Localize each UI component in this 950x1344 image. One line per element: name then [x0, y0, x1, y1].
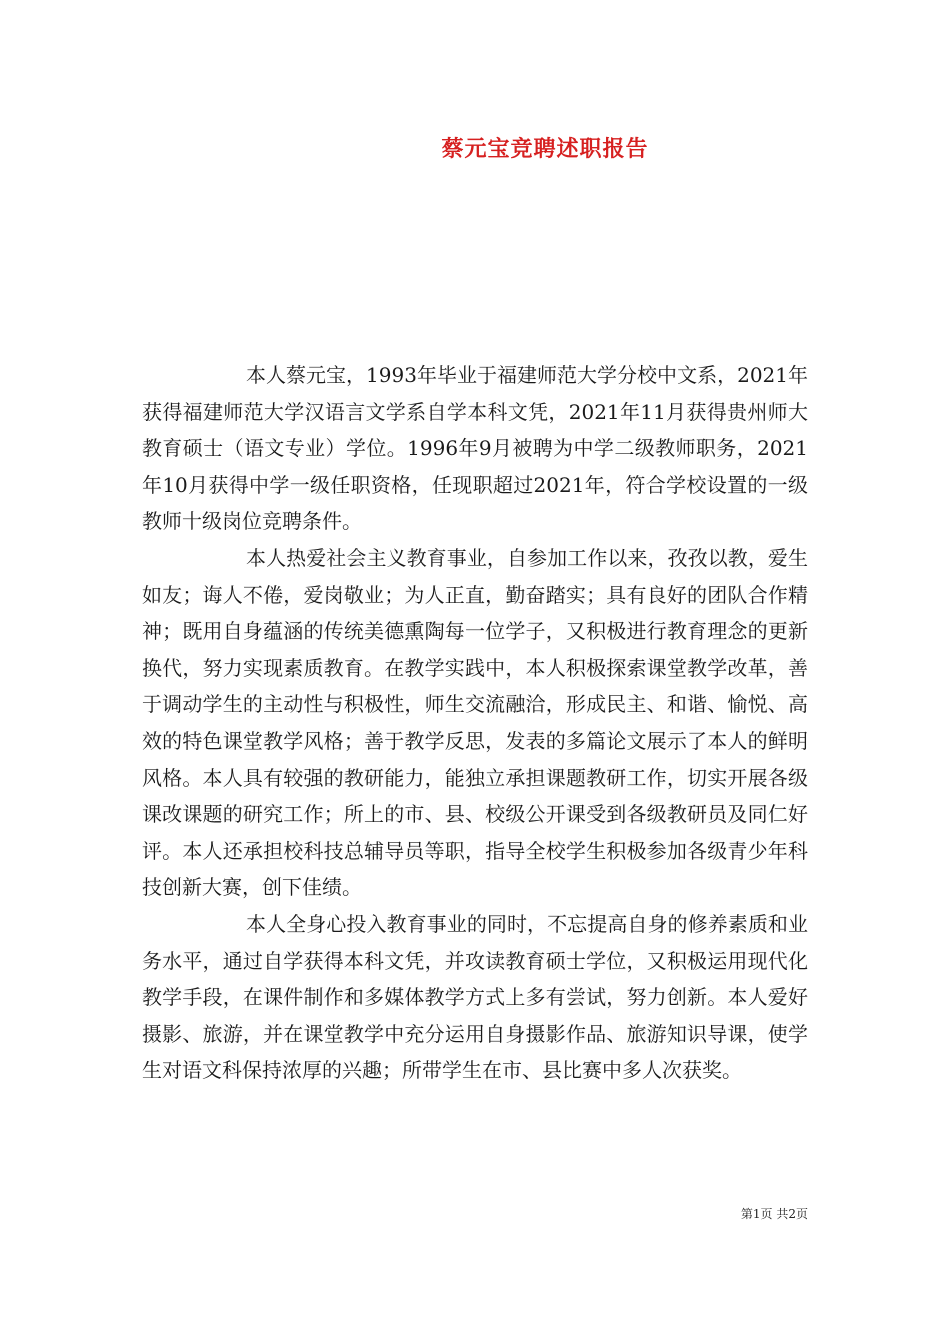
paragraph-1: 本人蔡元宝，1993年毕业于福建师范大学分校中文系，2021年获得福建师范大学汉语言文学系自学本科文凭，2021年11月获得贵州师大教育硕士（语文专业）学位。1996年9月被聘为中学二级教师职务，2021年10月获得中学一级任职资格，任现职超过2021年，符合学校设置的一级教师十级岗位竞聘条件。 — [142, 363, 808, 534]
page-number: 第1页 共2页 — [740, 1207, 808, 1221]
paragraph-2: 本人热爱社会主义教育事业，自参加工作以来，孜孜以教，爱生如友；诲人不倦，爱岗敬业；为人正直，勤奋踏实；具有良好的团队合作精神；既用自身蕴涵的传统美德熏陶每一位学子，又积极进行教育理念的更新换代，努力实现素质教育。在教学实践中，本人积极探索课堂教学改革，善于调动学生的主动性与积极性，师生交流融洽，形成民主、和谐、愉悦、高效的特色课堂教学风格；善于教学反思，发表的多篇论文展示了本人的鲜明风格。本人具有较强的教研能力，能独立承担课题教研工作，切实开展各级课改课题的研究工作；所上的市、县、校级公开课受到各级教研员及同仁好评。本人还承担校科技总辅导员等职，指导全校学生积极参加各级青少年科技创新大赛，创下佳绩。 — [142, 545, 808, 900]
document-title: 蔡元宝竞聘述职报告 — [441, 136, 649, 162]
document-body — [142, 357, 808, 1089]
paragraph-3: 本人全身心投入教育事业的同时，不忘提高自身的修养素质和业务水平，通过自学获得本科文凭，并攻读教育硕士学位，又积极运用现代化教学手段，在课件制作和多媒体教学方式上多有尝试，努力创新。本人爱好摄影、旅游，并在课堂教学中充分运用自身摄影作品、旅游知识导课，使学生对语文科保持浓厚的兴趣；所带学生在市、县比赛中多人次获奖。 — [142, 911, 808, 1083]
